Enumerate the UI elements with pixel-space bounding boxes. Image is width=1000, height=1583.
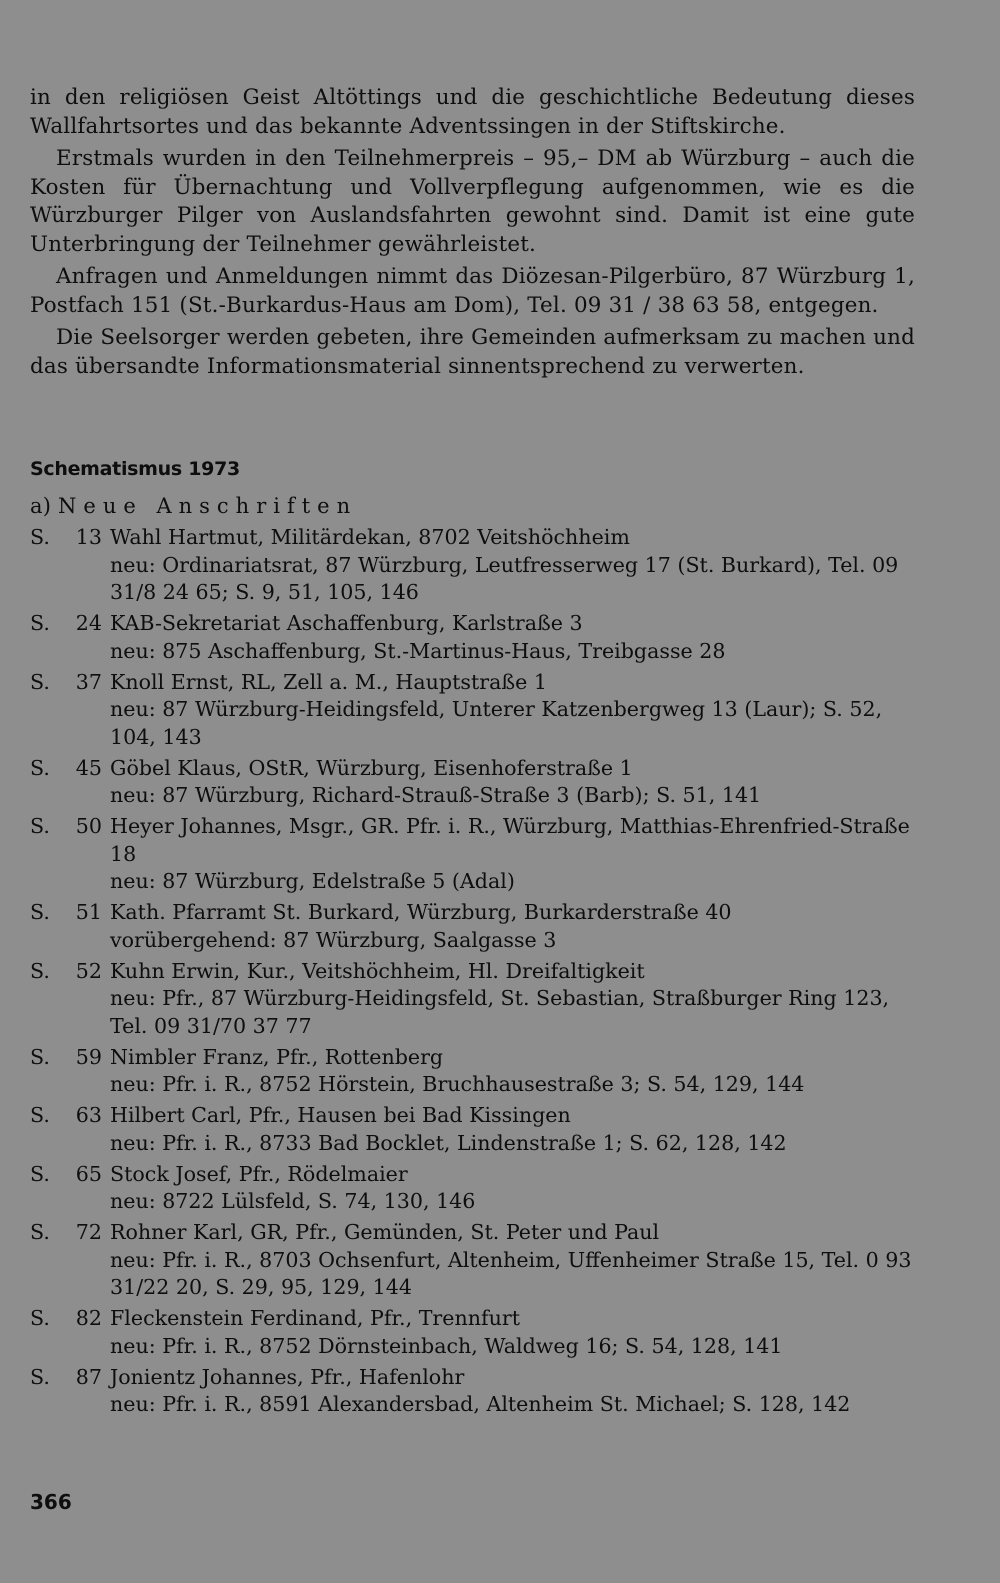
entry-new-address: neu: Pfr. i. R., 8752 Dörnsteinbach, Waldweg 16; S. 54, 128, 141	[110, 1333, 783, 1358]
entry-old-address: Göbel Klaus, OStR, Würzburg, Eisenhoferstraße 1	[110, 755, 633, 780]
entry-new-address: neu: Pfr. i. R., 8591 Alexandersbad, Altenheim St. Michael; S. 128, 142	[110, 1392, 851, 1417]
subsection-label: Neue Anschriften	[58, 494, 358, 518]
page-ref-number: 87	[75, 1364, 102, 1389]
intro-paragraph: Anfragen und Anmeldungen nimmt das Diözesan-Pilgerbüro, 87 Würzburg 1, Postfach 151 (St.-Burkardus-Haus am Dom), Tel. 09 31 / 38 63 58, entgegen.	[30, 264, 915, 318]
entry-body	[106, 755, 920, 810]
entry-new-address: neu: 87 Würzburg-Heidingsfeld, Unterer Katzenbergweg 13 (Laur); S. 52, 104, 143	[110, 697, 883, 749]
page-ref-number: 24	[75, 611, 102, 636]
entry-old-address: Kath. Pfarramt St. Burkard, Würzburg, Burkarderstraße 40	[110, 900, 732, 925]
page-ref-prefix: S.	[30, 958, 50, 983]
entry-old-address: Jonientz Johannes, Pfr., Hafenlohr	[110, 1364, 465, 1389]
page-ref-prefix: S.	[30, 1044, 50, 1069]
page-ref-number: 13	[75, 525, 102, 549]
list-item	[30, 1102, 920, 1157]
page-ref-prefix: S.	[30, 1103, 50, 1128]
page-ref-number: 63	[75, 1103, 102, 1128]
page-ref-number: 52	[75, 958, 102, 983]
entry-new-address: neu: Pfr. i. R., 8703 Ochsenfurt, Altenheim, Uffenheimer Straße 15, Tel. 0 93 31/22 20, S. 29, 95, 129, 144	[110, 1247, 912, 1300]
entry-old-address: KAB-Sekretariat Aschaffenburg, Karlstraße 3	[110, 611, 583, 636]
page-ref-prefix: S.	[30, 755, 50, 780]
page-number: 366	[30, 1490, 72, 1514]
list-item	[30, 1044, 920, 1099]
page-ref-number: 65	[75, 1161, 102, 1186]
entry-new-address: vorübergehend: 87 Würzburg, Saalgasse 3	[110, 927, 557, 952]
page-ref-number: 50	[75, 814, 102, 839]
entry-body	[106, 669, 920, 752]
list-item	[30, 813, 920, 896]
entry-body	[106, 524, 920, 607]
page-ref-prefix: S.	[30, 669, 50, 694]
entry-body	[106, 1161, 920, 1216]
page-ref-prefix: S.	[30, 1364, 50, 1389]
intro-text	[30, 84, 915, 381]
entry-old-address: Knoll Ernst, RL, Zell a. M., Hauptstraße 1	[110, 669, 547, 694]
entry-old-address: Rohner Karl, GR, Pfr., Gemünden, St. Peter und Paul	[110, 1220, 660, 1245]
section-title: Schematismus 1973	[30, 458, 240, 480]
entry-old-address: Kuhn Erwin, Kur., Veitshöchheim, Hl. Dreifaltigkeit	[110, 958, 645, 983]
entry-new-address: neu: Ordinariatsrat, 87 Würzburg, Leutfresserweg 17 (St. Burkard), Tel. 09 31/8 24 65; S. 9, 51, 105, 146	[110, 552, 899, 605]
entry-old-address: Hilbert Carl, Pfr., Hausen bei Bad Kissingen	[110, 1103, 571, 1128]
page-ref-number: 51	[75, 900, 102, 925]
entry-old-address: Heyer Johannes, Msgr., GR. Pfr. i. R., Würzburg, Matthias-Ehrenfried-Straße 18	[110, 814, 910, 866]
entry-body	[106, 1219, 920, 1302]
list-item	[30, 669, 920, 752]
list-item	[30, 1364, 920, 1419]
intro-paragraph: Die Seelsorger werden gebeten, ihre Gemeinden aufmerksam zu machen und das übersandte Informationsmaterial sinnentsprechend zu verwerten.	[30, 325, 915, 379]
subsection-title	[30, 494, 357, 518]
page-ref-prefix: S.	[30, 814, 50, 839]
page-ref-prefix: S.	[30, 1306, 50, 1331]
page-ref-prefix: S.	[30, 1220, 50, 1245]
entry-new-address: neu: 8722 Lülsfeld, S. 74, 130, 146	[110, 1189, 476, 1214]
entry-body	[106, 610, 920, 665]
page-ref-number: 72	[75, 1220, 102, 1245]
subsection-prefix: a)	[30, 494, 52, 518]
entry-new-address: neu: 87 Würzburg, Edelstraße 5 (Adal)	[110, 869, 515, 894]
page-ref-number: 37	[75, 669, 102, 694]
entry-body	[106, 1305, 920, 1360]
list-item	[30, 958, 920, 1041]
entry-new-address: neu: Pfr. i. R., 8752 Hörstein, Bruchhausestraße 3; S. 54, 129, 144	[110, 1072, 805, 1097]
list-item	[30, 1219, 920, 1302]
entry-body	[106, 1102, 920, 1157]
page-ref-number: 82	[75, 1306, 102, 1331]
page-ref-prefix: S.	[30, 1161, 50, 1186]
entry-old-address: Nimbler Franz, Pfr., Rottenberg	[110, 1044, 444, 1069]
entry-old-address: Stock Josef, Pfr., Rödelmaier	[110, 1161, 408, 1186]
list-item	[30, 899, 920, 954]
page-ref-number: 59	[75, 1044, 102, 1069]
entry-body	[106, 813, 920, 896]
entry-old-address: Fleckenstein Ferdinand, Pfr., Trennfurt	[110, 1306, 520, 1331]
entry-body	[106, 899, 920, 954]
page-ref-prefix: S.	[30, 525, 50, 549]
entry-body	[106, 958, 920, 1041]
list-item	[30, 755, 920, 810]
list-item	[30, 1161, 920, 1216]
list-item	[30, 524, 920, 607]
entry-new-address: neu: Pfr. i. R., 8733 Bad Bocklet, Lindenstraße 1; S. 62, 128, 142	[110, 1130, 787, 1155]
page-ref-number: 45	[75, 755, 102, 780]
page-ref-prefix: S.	[30, 900, 50, 925]
list-item	[30, 610, 920, 665]
entry-new-address: neu: Pfr., 87 Würzburg-Heidingsfeld, St. Sebastian, Straßburger Ring 123, Tel. 09 31/70 37 77	[110, 986, 890, 1038]
entry-body	[106, 1364, 920, 1419]
address-list	[30, 524, 920, 1422]
entry-old-address: Wahl Hartmut, Militärdekan, 8702 Veitshöchheim	[110, 525, 630, 549]
entry-new-address: neu: 87 Würzburg, Richard-Strauß-Straße 3 (Barb); S. 51, 141	[110, 783, 762, 808]
entry-body	[106, 1044, 920, 1099]
page-ref-prefix: S.	[30, 611, 50, 636]
entry-new-address: neu: 875 Aschaffenburg, St.-Martinus-Haus, Treibgasse 28	[110, 638, 726, 663]
intro-paragraph: Erstmals wurden in den Teilnehmerpreis – 95,– DM ab Würzburg – auch die Kosten für Übernachtung und Vollverpflegung aufgenommen, wie es die Würzburger Pilger von Auslandsfahrten gewohnt sind. Damit ist eine gute Unterbringung der Teilnehmer gewährleistet.	[30, 146, 915, 257]
intro-paragraph: in den religiösen Geist Altöttings und die geschichtliche Bedeutung dieses Wallfahrtsortes und das bekannte Adventssingen in der Stiftskirche.	[30, 85, 915, 139]
list-item	[30, 1305, 920, 1360]
